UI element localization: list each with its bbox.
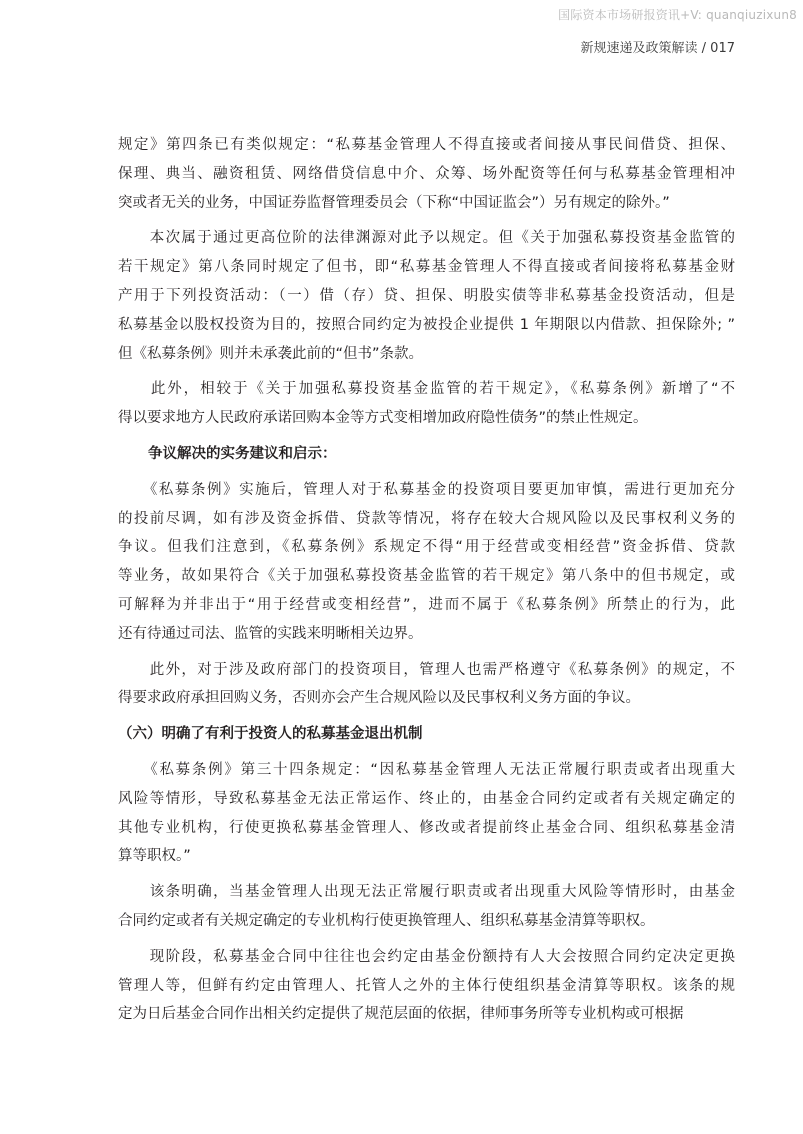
text-line: 现阶段，私募基金合同中往往也会约定由基金份额持有人大会按照合同约定决定更换 [118, 948, 735, 965]
paragraph [118, 375, 735, 433]
paragraph [118, 131, 735, 217]
text-line: 算等职权。” [118, 848, 191, 865]
page-body [118, 131, 735, 1029]
text-line: 突或者无关的业务，中国证券监督管理委员会（下称“中国证监会”）另有规定的除外。” [118, 194, 670, 211]
running-head: 新规速递及政策解读 / 017 [580, 41, 735, 56]
sub-heading: 争议解决的实务建议和启示： [148, 445, 337, 462]
text-line: 本次属于通过更高位阶的法律渊源对此予以规定。但《关于加强私募投资基金监管的 [118, 230, 735, 247]
text-line: 产用于下列投资活动：（一）借（存）贷、担保、明股实债等非私募基金投资活动，但是 [118, 287, 735, 304]
text-line: 此外，相较于《关于加强私募投资基金监管的若干规定》，《私募条例》新增了“不 [118, 381, 735, 398]
text-line: 《私募条例》实施后，管理人对于私募基金的投资项目要更加审慎，需进行更加充分 [118, 481, 735, 498]
paragraph-gap [118, 871, 735, 878]
paragraph [118, 878, 735, 936]
paragraph [118, 656, 735, 714]
paragraph-gap [118, 649, 735, 656]
text-line: 保理、典当、融资租赁、网络借贷信息中介、众筹、场外配资等任何与私募基金管理相冲 [118, 165, 735, 182]
paragraph-gap [118, 469, 735, 476]
text-line: 规定》第四条已有类似规定：“私募基金管理人不得直接或者间接从事民间借贷、担保、 [118, 137, 735, 153]
paragraph [118, 756, 735, 871]
text-line: 此外，对于涉及政府部门的投资项目，管理人也需严格遵守《私募条例》的规定，不 [118, 661, 735, 678]
text-line: 但《私募条例》则并未承袭此前的“但书”条款。 [118, 345, 424, 362]
text-line: 定为日后基金合同作出相关约定提供了规范层面的依据，律师事务所等专业机构或可根据 [118, 1006, 684, 1023]
paragraph-gap [118, 936, 735, 943]
text-line: 争议。但我们注意到，《私募条例》系规定不得“用于经营或变相经营”资金拆借、贷款 [118, 539, 735, 556]
text-line: 可解释为并非出于“用于经营或变相经营”，进而不属于《私募条例》所禁止的行为，此 [118, 596, 735, 613]
text-line: 该条明确，当基金管理人出现无法正常履行职责或者出现重大风险等情形时，由基金 [118, 884, 735, 901]
watermark: 国际资本市场研报资讯+V: quanqiuzixun8 [558, 8, 797, 22]
text-line: 私募基金以股权投资为目的，按照合同约定为被投企业提供 1 年期限以内借款、担保除外; ” [118, 316, 735, 333]
text-line: 等业务，故如果符合《关于加强私募投资基金监管的若干规定》第八条中的但书规定，或 [118, 568, 735, 585]
text-line: 的投前尽调，如有涉及资金拆借、贷款等情况，将存在较大合规风险以及民事权利义务的 [118, 510, 735, 527]
text-line: 风险等情形，导致私募基金无法正常运作、终止的，由基金合同约定或者有关规定确定的 [118, 790, 735, 807]
paragraph-gap [118, 368, 735, 375]
section-heading: （六）明确了有利于投资人的私募基金退出机制 [118, 726, 423, 743]
paragraph-gap [118, 749, 735, 756]
text-line: 得以要求地方人民政府承诺回购本金等方式变相增加政府隐性债务”的禁止性规定。 [118, 410, 648, 427]
paragraph [118, 476, 735, 649]
text-line: 其他专业机构，行使更换私募基金管理人、修改或者提前终止基金合同、组织私募基金清 [118, 819, 735, 836]
text-line: 还有待通过司法、监管的实践来明晰相关边界。 [118, 625, 423, 642]
paragraph-gap [118, 217, 735, 224]
text-line: 得要求政府承担回购义务，否则亦会产生合规风险以及民事权利义务方面的争议。 [118, 690, 640, 707]
text-line: 《私募条例》第三十四条规定：“因私募基金管理人无法正常履行职责或者出现重大 [118, 761, 735, 778]
text-line: 若干规定》第八条同时规定了但书，即“私募基金管理人不得直接或者间接将私募基金财 [118, 259, 735, 276]
paragraph [118, 943, 735, 1029]
text-line: 合同约定或者有关规定确定的专业机构行使更换管理人、组织私募基金清算等职权。 [118, 912, 655, 929]
text-line: 管理人等，但鲜有约定由管理人、托管人之外的主体行使组织基金清算等职权。该条的规 [118, 977, 735, 994]
paragraph-gap [118, 433, 735, 440]
paragraph-gap [118, 713, 735, 720]
paragraph [118, 224, 735, 368]
